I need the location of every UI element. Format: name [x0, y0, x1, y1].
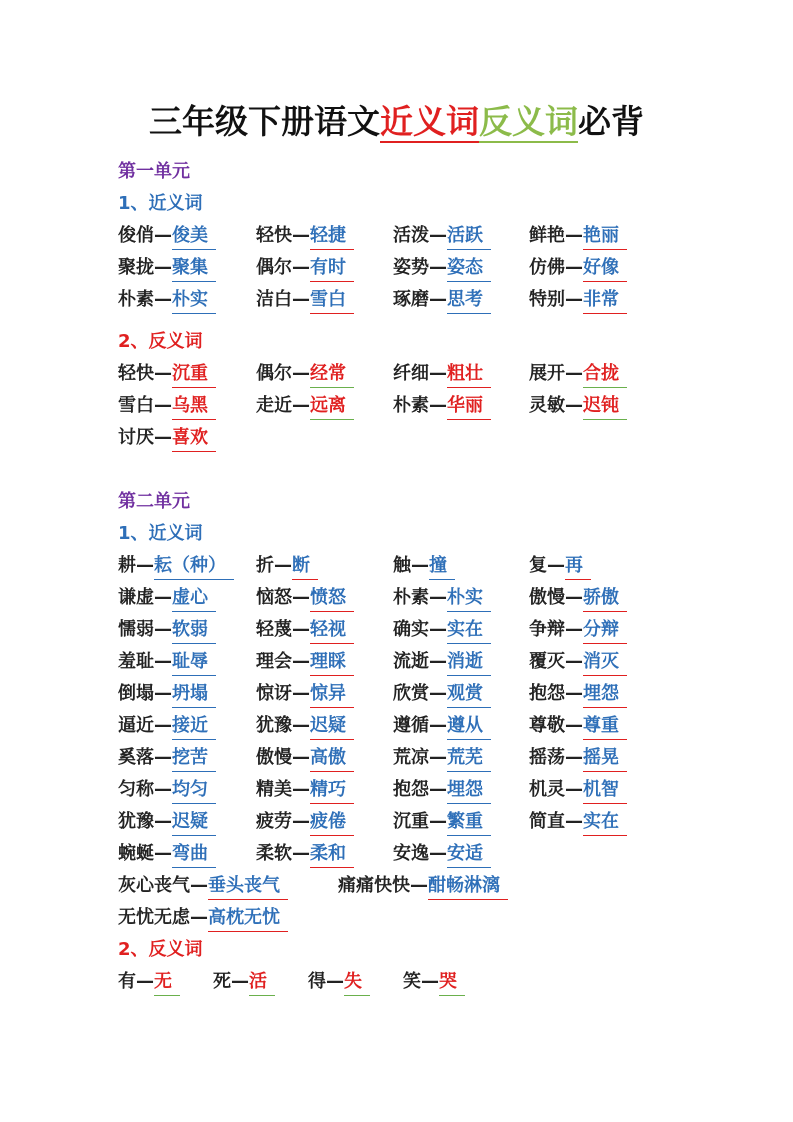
title-part-4: 必背	[578, 102, 644, 141]
word-pair	[338, 870, 508, 902]
source-word: 蜿蜒	[118, 843, 154, 864]
answer-word: 有时	[310, 255, 354, 282]
answer-word: 埋怨	[583, 681, 627, 708]
answer-word: 骄傲	[583, 585, 627, 612]
word-pair	[403, 966, 465, 998]
answer-word: 活	[249, 969, 275, 996]
dash: —	[292, 651, 310, 672]
word-pair	[118, 678, 216, 710]
unit-2-idiom-row	[118, 870, 678, 902]
dash: —	[565, 747, 583, 768]
unit-1-near-row	[118, 252, 678, 284]
source-word: 鲜艳	[529, 225, 565, 246]
source-word: 荒凉	[393, 747, 429, 768]
source-word: 朴素	[118, 289, 154, 310]
dash: —	[154, 779, 172, 800]
dash: —	[547, 555, 565, 576]
answer-word: 迟钝	[583, 393, 627, 420]
word-pair	[393, 646, 491, 678]
answer-word: 分辩	[583, 617, 627, 644]
answer-word: 垂头丧气	[208, 873, 288, 900]
dash: —	[429, 363, 447, 384]
answer-word: 弯曲	[172, 841, 216, 868]
unit-1-anti-row	[118, 422, 678, 454]
dash: —	[429, 651, 447, 672]
dash: —	[292, 619, 310, 640]
source-word: 灰心丧气	[118, 875, 190, 896]
answer-word: 思考	[447, 287, 491, 314]
word-pair	[118, 646, 216, 678]
word-pair	[256, 806, 354, 838]
word-pair	[529, 678, 627, 710]
dash: —	[154, 651, 172, 672]
word-pair	[256, 838, 354, 870]
dash: —	[565, 395, 583, 416]
unit-2-near-row	[118, 646, 678, 678]
unit-2-near-row	[118, 614, 678, 646]
dash: —	[429, 779, 447, 800]
title-antonyms: 反义词	[479, 102, 578, 141]
word-pair	[393, 284, 491, 316]
dash: —	[292, 779, 310, 800]
dash: —	[292, 747, 310, 768]
dash: —	[410, 875, 428, 896]
word-pair	[529, 550, 591, 582]
word-pair	[393, 710, 491, 742]
dash: —	[154, 363, 172, 384]
answer-word: 耻辱	[172, 649, 216, 676]
dash: —	[154, 587, 172, 608]
word-pair	[256, 582, 354, 614]
dash: —	[292, 257, 310, 278]
dash: —	[326, 971, 344, 992]
source-word: 遵循	[393, 715, 429, 736]
answer-word: 非常	[583, 287, 627, 314]
source-word: 仿佛	[529, 257, 565, 278]
word-pair	[529, 614, 627, 646]
answer-word: 挖苦	[172, 745, 216, 772]
answer-word: 疲倦	[310, 809, 354, 836]
answer-word: 活跃	[447, 223, 491, 250]
answer-word: 哭	[439, 969, 465, 996]
answer-word: 虚心	[172, 585, 216, 612]
dash: —	[429, 257, 447, 278]
source-word: 耕	[118, 555, 136, 576]
source-word: 偶尔	[256, 257, 292, 278]
word-pair	[118, 220, 216, 252]
word-pair	[393, 252, 491, 284]
source-word: 机灵	[529, 779, 565, 800]
source-word: 有	[118, 971, 136, 992]
unit-1-heading: 第一单元	[118, 161, 190, 182]
dash: —	[565, 779, 583, 800]
unit-2-near-row	[118, 806, 678, 838]
answer-word: 惊异	[310, 681, 354, 708]
source-word: 争辩	[529, 619, 565, 640]
dash: —	[429, 683, 447, 704]
unit-1-anti-row	[118, 390, 678, 422]
source-word: 理会	[256, 651, 292, 672]
word-pair	[529, 390, 627, 422]
source-word: 痛痛快快	[338, 875, 410, 896]
answer-word: 繁重	[447, 809, 491, 836]
word-pair	[393, 678, 491, 710]
dash: —	[292, 587, 310, 608]
dash: —	[154, 683, 172, 704]
source-word: 简直	[529, 811, 565, 832]
unit-1-anti-row	[118, 358, 678, 390]
word-pair	[529, 284, 627, 316]
source-word: 活泼	[393, 225, 429, 246]
dash: —	[190, 907, 208, 928]
source-word: 灵敏	[529, 395, 565, 416]
word-pair	[118, 902, 288, 934]
word-pair	[256, 742, 354, 774]
source-word: 复	[529, 555, 547, 576]
word-pair	[393, 742, 491, 774]
dash: —	[429, 811, 447, 832]
dash: —	[565, 587, 583, 608]
unit-1-near-row	[118, 284, 678, 316]
answer-word: 喜欢	[172, 425, 216, 452]
word-pair	[393, 614, 491, 646]
answer-word: 轻捷	[310, 223, 354, 250]
dash: —	[154, 715, 172, 736]
word-pair	[393, 582, 491, 614]
dash: —	[231, 971, 249, 992]
title-near-synonyms: 近义词	[380, 102, 479, 141]
answer-word: 轻视	[310, 617, 354, 644]
source-word: 欣赏	[393, 683, 429, 704]
answer-word: 实在	[447, 617, 491, 644]
answer-word: 理睬	[310, 649, 354, 676]
source-word: 抱怨	[529, 683, 565, 704]
dash: —	[292, 683, 310, 704]
answer-word: 机智	[583, 777, 627, 804]
answer-word: 安适	[447, 841, 491, 868]
answer-word: 朴实	[447, 585, 491, 612]
dash: —	[565, 619, 583, 640]
source-word: 恼怒	[256, 587, 292, 608]
dash: —	[154, 395, 172, 416]
unit-2-heading: 第二单元	[118, 491, 190, 512]
word-pair	[256, 678, 354, 710]
source-word: 精美	[256, 779, 292, 800]
dash: —	[565, 811, 583, 832]
dash: —	[190, 875, 208, 896]
answer-word: 乌黑	[172, 393, 216, 420]
word-pair	[393, 358, 491, 390]
answer-word: 接近	[172, 713, 216, 740]
source-word: 沉重	[393, 811, 429, 832]
source-word: 流逝	[393, 651, 429, 672]
word-pair	[256, 284, 354, 316]
answer-word: 聚集	[172, 255, 216, 282]
dash: —	[154, 257, 172, 278]
answer-word: 消灭	[583, 649, 627, 676]
word-pair	[118, 870, 288, 902]
unit-2-near-row	[118, 550, 678, 582]
answer-word: 沉重	[172, 361, 216, 388]
dash: —	[292, 843, 310, 864]
unit-1-near-row	[118, 220, 678, 252]
source-word: 惊讶	[256, 683, 292, 704]
answer-word: 坍塌	[172, 681, 216, 708]
source-word: 琢磨	[393, 289, 429, 310]
word-pair	[213, 966, 275, 998]
answer-word: 华丽	[447, 393, 491, 420]
dash: —	[154, 811, 172, 832]
answer-word: 无	[154, 969, 180, 996]
source-word: 展开	[529, 363, 565, 384]
word-pair	[256, 390, 354, 422]
source-word: 谦虚	[118, 587, 154, 608]
word-pair	[118, 284, 216, 316]
dash: —	[292, 225, 310, 246]
source-word: 轻蔑	[256, 619, 292, 640]
source-word: 抱怨	[393, 779, 429, 800]
word-pair	[118, 966, 180, 998]
answer-word: 雪白	[310, 287, 354, 314]
title-part-1: 三年级下册语文	[149, 102, 380, 141]
answer-word: 再	[565, 553, 591, 580]
unit-2-near-row	[118, 742, 678, 774]
word-pair	[529, 582, 627, 614]
word-pair	[118, 252, 216, 284]
unit-2-near-row	[118, 838, 678, 870]
dash: —	[154, 225, 172, 246]
dash: —	[429, 619, 447, 640]
answer-word: 软弱	[172, 617, 216, 644]
source-word: 纤细	[393, 363, 429, 384]
word-pair	[256, 358, 354, 390]
unit-2-near-row	[118, 678, 678, 710]
source-word: 逼近	[118, 715, 154, 736]
dash: —	[429, 289, 447, 310]
word-pair	[256, 220, 354, 252]
dash: —	[154, 427, 172, 448]
answer-word: 远离	[310, 393, 354, 420]
word-pair	[256, 252, 354, 284]
answer-word: 尊重	[583, 713, 627, 740]
source-word: 羞耻	[118, 651, 154, 672]
source-word: 疲劳	[256, 811, 292, 832]
dash: —	[565, 289, 583, 310]
answer-word: 柔和	[310, 841, 354, 868]
dash: —	[429, 747, 447, 768]
word-pair	[256, 550, 318, 582]
source-word: 洁白	[256, 289, 292, 310]
unit-1-anti-heading: 2、反义词	[118, 331, 203, 352]
source-word: 折	[256, 555, 274, 576]
dash: —	[429, 587, 447, 608]
dash: —	[429, 395, 447, 416]
answer-word: 粗壮	[447, 361, 491, 388]
word-pair	[256, 646, 354, 678]
word-pair	[118, 806, 216, 838]
dash: —	[565, 257, 583, 278]
source-word: 得	[308, 971, 326, 992]
answer-word: 荒芜	[447, 745, 491, 772]
answer-word: 好像	[583, 255, 627, 282]
dash: —	[411, 555, 429, 576]
unit-2-anti-row	[118, 966, 678, 998]
source-word: 聚拢	[118, 257, 154, 278]
source-word: 无忧无虑	[118, 907, 190, 928]
source-word: 死	[213, 971, 231, 992]
source-word: 走近	[256, 395, 292, 416]
answer-word: 俊美	[172, 223, 216, 250]
word-pair	[118, 710, 216, 742]
answer-word: 失	[344, 969, 370, 996]
source-word: 覆灭	[529, 651, 565, 672]
dash: —	[292, 363, 310, 384]
word-pair	[118, 614, 216, 646]
answer-word: 均匀	[172, 777, 216, 804]
source-word: 姿势	[393, 257, 429, 278]
dash: —	[154, 747, 172, 768]
word-pair	[256, 774, 354, 806]
unit-2-anti-heading: 2、反义词	[118, 939, 203, 960]
answer-word: 经常	[310, 361, 354, 388]
source-word: 傲慢	[529, 587, 565, 608]
dash: —	[565, 683, 583, 704]
source-word: 犹豫	[256, 715, 292, 736]
dash: —	[154, 289, 172, 310]
unit-2-near-row	[118, 710, 678, 742]
word-pair	[529, 646, 627, 678]
answer-word: 愤怒	[310, 585, 354, 612]
answer-word: 合拢	[583, 361, 627, 388]
word-pair	[529, 252, 627, 284]
word-pair	[118, 774, 216, 806]
source-word: 安逸	[393, 843, 429, 864]
answer-word: 耘（种）	[154, 553, 234, 580]
source-word: 触	[393, 555, 411, 576]
word-pair	[256, 710, 354, 742]
answer-word: 撞	[429, 553, 455, 580]
word-pair	[529, 358, 627, 390]
unit-1-near-heading: 1、近义词	[118, 193, 203, 214]
source-word: 朴素	[393, 395, 429, 416]
unit-2-near-heading: 1、近义词	[118, 523, 203, 544]
dash: —	[421, 971, 439, 992]
word-pair	[118, 390, 216, 422]
dash: —	[154, 619, 172, 640]
answer-word: 迟疑	[172, 809, 216, 836]
source-word: 柔软	[256, 843, 292, 864]
dash: —	[429, 225, 447, 246]
page-title	[0, 100, 793, 144]
word-pair	[118, 838, 216, 870]
word-pair	[118, 550, 234, 582]
unit-2-idiom-row	[118, 902, 678, 934]
dash: —	[565, 715, 583, 736]
dash: —	[136, 971, 154, 992]
word-pair	[118, 422, 216, 454]
answer-word: 断	[292, 553, 318, 580]
source-word: 傲慢	[256, 747, 292, 768]
dash: —	[429, 843, 447, 864]
word-pair	[393, 774, 491, 806]
dash: —	[565, 225, 583, 246]
source-word: 奚落	[118, 747, 154, 768]
word-pair	[393, 550, 455, 582]
word-pair	[393, 390, 491, 422]
answer-word: 埋怨	[447, 777, 491, 804]
word-pair	[118, 742, 216, 774]
source-word: 偶尔	[256, 363, 292, 384]
dash: —	[292, 395, 310, 416]
source-word: 俊俏	[118, 225, 154, 246]
source-word: 特别	[529, 289, 565, 310]
dash: —	[429, 715, 447, 736]
source-word: 朴素	[393, 587, 429, 608]
source-word: 确实	[393, 619, 429, 640]
word-pair	[529, 742, 627, 774]
unit-2-near-row	[118, 774, 678, 806]
source-word: 轻快	[118, 363, 154, 384]
word-pair	[529, 220, 627, 252]
answer-word: 遵从	[447, 713, 491, 740]
word-pair	[256, 614, 354, 646]
dash: —	[154, 843, 172, 864]
source-word: 匀称	[118, 779, 154, 800]
answer-word: 消逝	[447, 649, 491, 676]
word-pair	[393, 838, 491, 870]
answer-word: 酣畅淋漓	[428, 873, 508, 900]
word-pair	[529, 774, 627, 806]
word-pair	[529, 710, 627, 742]
source-word: 懦弱	[118, 619, 154, 640]
source-word: 尊敬	[529, 715, 565, 736]
answer-word: 艳丽	[583, 223, 627, 250]
word-pair	[393, 220, 491, 252]
answer-word: 观赏	[447, 681, 491, 708]
answer-word: 高傲	[310, 745, 354, 772]
answer-word: 迟疑	[310, 713, 354, 740]
dash: —	[136, 555, 154, 576]
answer-word: 实在	[583, 809, 627, 836]
dash: —	[292, 715, 310, 736]
source-word: 倒塌	[118, 683, 154, 704]
source-word: 雪白	[118, 395, 154, 416]
word-pair	[529, 806, 627, 838]
answer-word: 摇晃	[583, 745, 627, 772]
source-word: 犹豫	[118, 811, 154, 832]
dash: —	[292, 811, 310, 832]
unit-2-near-row	[118, 582, 678, 614]
answer-word: 姿态	[447, 255, 491, 282]
source-word: 摇荡	[529, 747, 565, 768]
answer-word: 朴实	[172, 287, 216, 314]
dash: —	[274, 555, 292, 576]
dash: —	[292, 289, 310, 310]
source-word: 笑	[403, 971, 421, 992]
answer-word: 精巧	[310, 777, 354, 804]
source-word: 轻快	[256, 225, 292, 246]
word-pair	[393, 806, 491, 838]
dash: —	[565, 363, 583, 384]
answer-word: 高枕无忧	[208, 905, 288, 932]
source-word: 讨厌	[118, 427, 154, 448]
word-pair	[118, 582, 216, 614]
dash: —	[565, 651, 583, 672]
word-pair	[308, 966, 370, 998]
word-pair	[118, 358, 216, 390]
